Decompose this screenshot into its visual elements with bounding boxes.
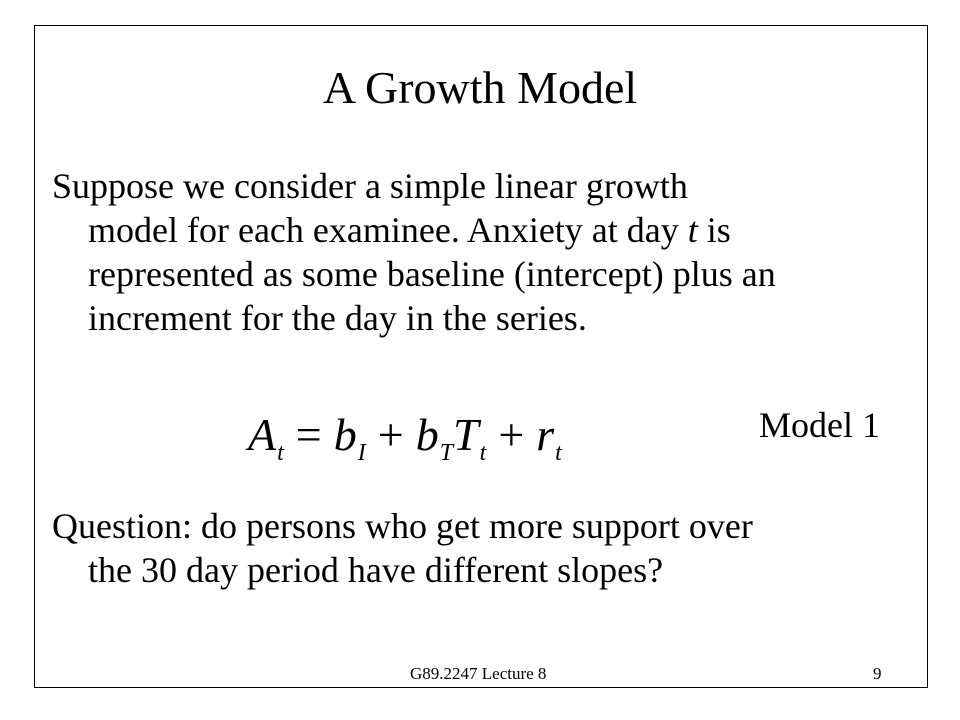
intro-paragraph [52,164,922,340]
intro-line-4: increment for the day in the series. [88,298,587,338]
intro-line-2-end: is [697,210,731,250]
footer-lecture: G89.2247 Lecture 8 [410,664,547,683]
eq-term2-var: T [453,409,479,460]
intro-line-2-text: model for each examinee. Anxiety at day [88,210,688,250]
variable-t: t [687,210,698,250]
model-label: Model 1 [759,405,880,445]
intro-line-1: Suppose we consider a simple linear growth [52,166,688,206]
question-line-1: Question: do persons who get more support over [52,506,753,546]
eq-term2-var-sub: t [479,440,487,466]
slide-title: A Growth Model [322,62,638,113]
eq-plus-2: + [498,409,525,460]
eq-term2-sub: T [439,440,454,466]
question-paragraph [52,504,922,592]
eq-lhs-sub: t [277,440,284,466]
eq-term3: r [536,409,555,460]
eq-term2: b [415,409,439,460]
growth-equation [248,405,562,483]
eq-lhs: A [248,409,277,460]
eq-plus-1: + [377,409,404,460]
eq-term1-sub: I [357,440,366,466]
question-line-2: the 30 day period have different slopes? [88,550,664,590]
eq-equals: = [295,409,322,460]
eq-term3-sub: t [555,440,562,466]
page-number: 9 [873,664,882,683]
eq-term1: b [333,409,357,460]
intro-line-2 [52,208,922,252]
intro-line-3: represented as some baseline (intercept) plus an [88,254,776,294]
